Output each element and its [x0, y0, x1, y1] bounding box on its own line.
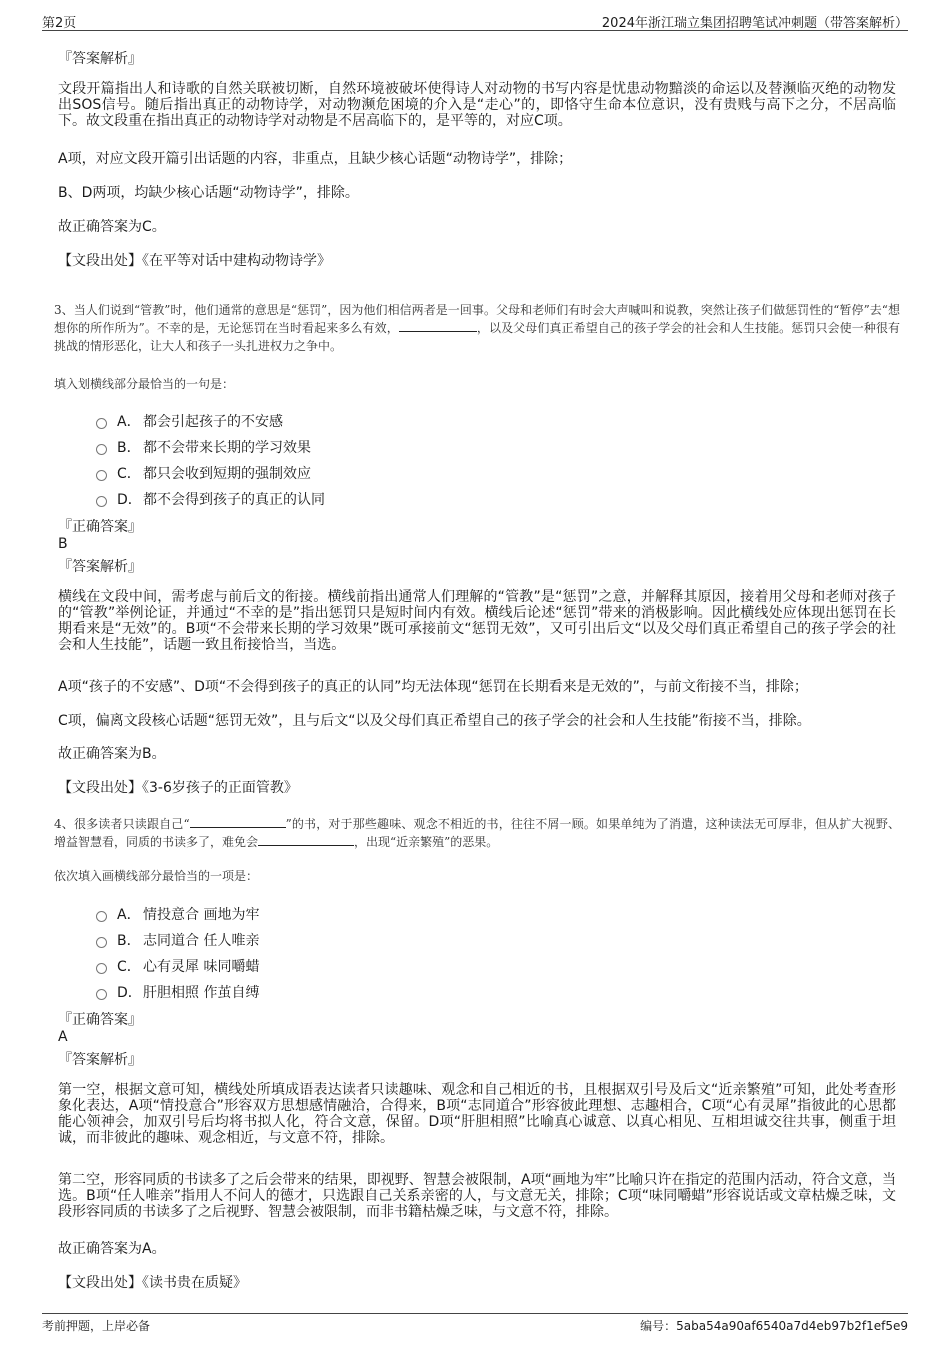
q3-option-d[interactable]: D． 都不会得到孩子的真正的认同	[96, 489, 325, 509]
q3-source: 【文段出处】《3-6岁孩子的正面管教》	[58, 780, 298, 796]
q4-source: 【文段出处】《读书贵在质疑》	[58, 1275, 247, 1291]
q4-option-c[interactable]: C． 心有灵犀 味同嚼蜡	[96, 956, 259, 976]
q3-answer-line: 故正确答案为B。	[58, 746, 166, 762]
radio-icon[interactable]	[96, 989, 107, 1000]
q4-blank-2	[258, 833, 354, 846]
q3-analysis-p3: C项，偏离文段核心话题“惩罚无效”，且与后文“以及父母们真正希望自己的孩子学会的社会和人生技能”衔接不当，排除。	[58, 713, 811, 729]
q3-prompt: 填入划横线部分最恰当的一句是：	[54, 377, 235, 391]
page-footer	[42, 1313, 908, 1336]
radio-icon[interactable]	[96, 963, 107, 974]
document-id: 编号：5aba54a90af6540a7d4eb97b2f1ef5e9	[640, 1319, 908, 1333]
radio-icon[interactable]	[96, 444, 107, 455]
q4-analysis-p1: 第一空，根据文意可知，横线处所填成语表达读者只读趣味、观念和自己相近的书，且根据双引号及后文“近亲繁殖”可知，此处考查形象化表达，A项“情投意合”形容双方思想感情融洽，合得来，B项“志同道合”形容彼此理想、志趣相合，C项“心有灵犀”指彼此的心思都能心领神会，加双引号后均将书拟人化，符合文意，保留。D项“肝胆相照”比喻真心诚意、以真心相见、互相坦诚交往共事，侧重于坦诚，而非彼此的趣味、观念相近，与文意不符，排除。	[58, 1082, 896, 1146]
q3-option-a[interactable]: A． 都会引起孩子的不安感	[96, 411, 283, 431]
q4-analysis-p2: 第二空，形容同质的书读多了之后会带来的结果，即视野、智慧会被限制，A项“画地为牢”比喻只许在指定的范围内活动，符合文意，当选。B项“任人唯亲”指用人不问人的德才，只选跟自己关系亲密的人，与文意无关，排除；C项“味同嚼蜡”形容说话或文章枯燥乏味，文段形容同质的书读多了之后视野、智慧会被限制，而非书籍枯燥乏味，与文意不符，排除。	[58, 1172, 896, 1220]
q3-stem: 3、当人们说到“管教”时，他们通常的意思是“惩罚”，因为他们相信两者是一回事。父母和老师们有时会大声喊叫和说教，突然让孩子们做惩罚性的“暂停”去“想想你的所作所为”。不幸的是，无论惩罚在当时看起来多么有效， ，以及父母们真正希望自己的孩子学会的社会和人生技能。惩罚只会使一种很有挑战的情形恶化，让大人和孩子一头扎进权力之争中。	[54, 303, 900, 353]
radio-icon[interactable]	[96, 911, 107, 922]
radio-icon[interactable]	[96, 418, 107, 429]
q2-analysis-label: 『答案解析』	[58, 51, 142, 67]
q3-analysis-p2: A项“孩子的不安感”、D项“不会得到孩子的真正的认同”均无法体现“惩罚在长期看来是无效的”，与前文衔接不当，排除；	[58, 679, 808, 695]
radio-icon[interactable]	[96, 470, 107, 481]
q2-answer-line: 故正确答案为C。	[58, 219, 166, 235]
footer-slogan: 考前押题，上岸必备	[42, 1319, 151, 1333]
page-number: 第2页	[42, 16, 77, 31]
q3-blank	[399, 319, 477, 332]
q3-option-c[interactable]: C． 都只会收到短期的强制效应	[96, 463, 311, 483]
q4-answer-line: 故正确答案为A。	[58, 1241, 166, 1257]
q3-answer: B	[58, 536, 68, 552]
page-header	[42, 10, 908, 31]
q4-option-a[interactable]: A． 情投意合 画地为牢	[96, 904, 259, 924]
q4-option-d[interactable]: D． 肝胆相照 作茧自缚	[96, 982, 259, 1002]
q4-option-b[interactable]: B． 志同道合 任人唯亲	[96, 930, 259, 950]
q4-prompt: 依次填入画横线部分最恰当的一项是：	[54, 869, 259, 883]
q3-option-b[interactable]: B． 都不会带来长期的学习效果	[96, 437, 311, 457]
document-title: 2024年浙江瑞立集团招聘笔试冲刺题（带答案解析）	[601, 16, 908, 31]
q2-source: 【文段出处】《在平等对话中建构动物诗学》	[58, 253, 331, 269]
q2-analysis-p3: B、D两项，均缺少核心话题“动物诗学”，排除。	[58, 185, 359, 201]
q4-blank-1	[190, 815, 286, 828]
q4-analysis-label: 『答案解析』	[58, 1052, 142, 1068]
radio-icon[interactable]	[96, 937, 107, 948]
q2-analysis-p2: A项，对应文段开篇引出话题的内容，非重点，且缺少核心话题“动物诗学”，排除；	[58, 151, 573, 167]
q4-answer-label: 『正确答案』	[58, 1012, 142, 1028]
q3-analysis-label: 『答案解析』	[58, 559, 142, 575]
q2-analysis-p1: 文段开篇指出人和诗歌的自然关联被切断，自然环境被破坏使得诗人对动物的书写内容是忧患动物黯淡的命运以及替濒临灭绝的动物发出SOS信号。随后指出真正的动物诗学，对动物濒危困境的介入是“走心”的，即恪守生命本位意识，没有贵贱与高下之分，不居高临下。故文段重在指出真正的动物诗学对动物是不居高临下的，是平等的，对应C项。	[58, 81, 896, 129]
q3-analysis-p1: 横线在文段中间，需考虑与前后文的衔接。横线前指出通常人们理解的“管教”是“惩罚”之意，并解释其原因，接着用父母和老师对孩子的“管教”举例论证，并通过“不幸的是”指出惩罚只是短时间内有效。横线后论述“惩罚”带来的消极影响。因此横线处应体现出惩罚在长期看来是“无效”的。B项“不会带来长期的学习效果”既可承接前文“惩罚无效”，又可引出后文“以及父母们真正希望自己的孩子学会的社会和人生技能”，话题一致且衔接恰当，当选。	[58, 589, 896, 653]
q4-answer: A	[58, 1029, 68, 1045]
radio-icon[interactable]	[96, 496, 107, 507]
q3-answer-label: 『正确答案』	[58, 519, 142, 535]
q4-stem: 4、很多读者只读跟自己“ ”的书，对于那些趣味、观念不相近的书，往往不屑一顾。如果单纯为了消遣，这种读法无可厚非，但从扩大视野、增益智慧看，同质的书读多了，难免会 ，出现“近亲繁殖”的恶果。	[54, 817, 900, 849]
